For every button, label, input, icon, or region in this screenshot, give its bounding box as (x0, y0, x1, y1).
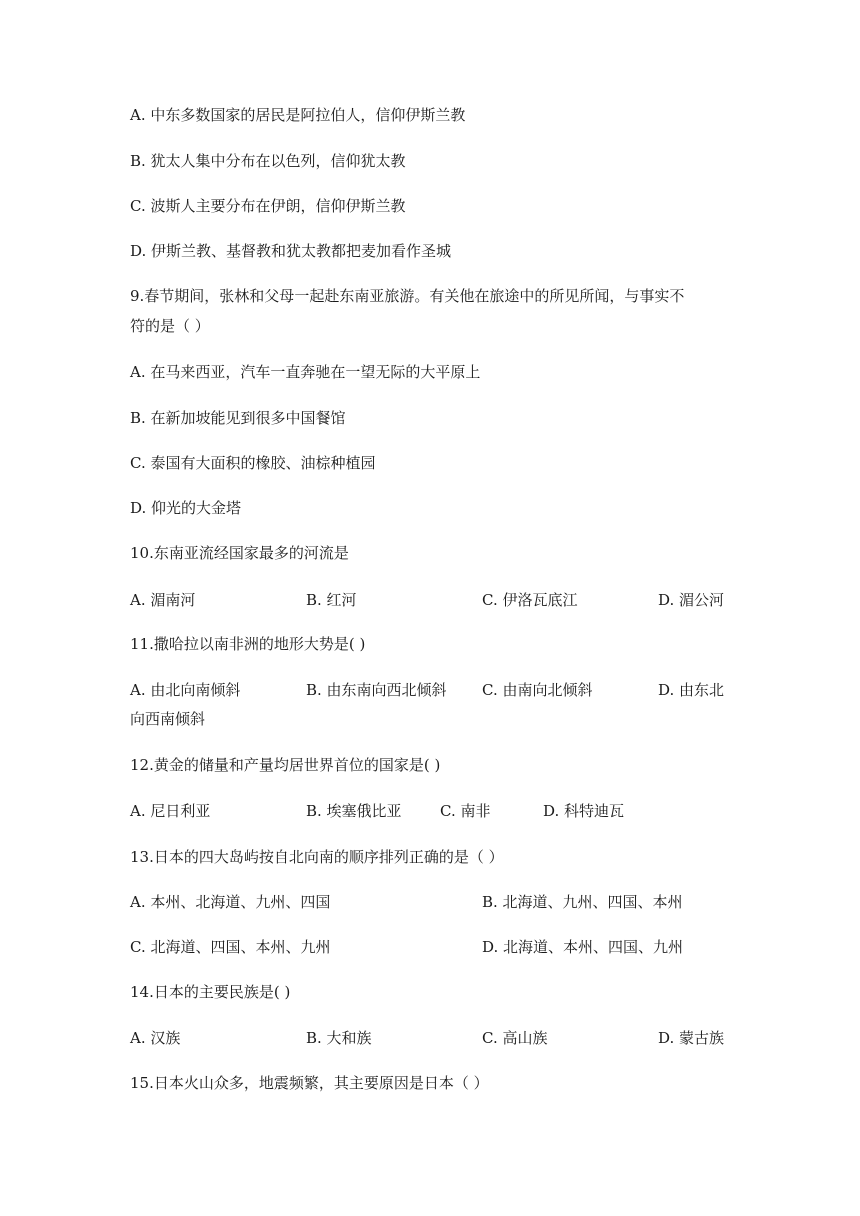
q13-stem: 13.日本的四大岛屿按自北向南的顺序排列正确的是（ ） (130, 848, 504, 866)
q9-option-c: C. 泰国有大面积的橡胶、油棕种植园 (130, 454, 376, 472)
q9-stem-line1: 9.春节期间，张林和父母一起赴东南亚旅游。有关他在旅途中的所见所闻，与事实不 (130, 287, 685, 305)
q10-option-c: C. 伊洛瓦底江 (482, 591, 578, 609)
q12-option-c: C. 南非 (440, 802, 491, 820)
q11-option-d-continuation: 向西南倾斜 (130, 710, 206, 728)
q13-option-d: D. 北海道、本州、四国、九州 (482, 938, 684, 956)
q11-option-b: B. 由东南向西北倾斜 (306, 681, 447, 699)
q14-option-c: C. 高山族 (482, 1029, 548, 1047)
q8-option-d: D. 伊斯兰教、基督教和犹太教都把麦加看作圣城 (130, 242, 452, 260)
q9-stem-line2: 符的是（ ） (130, 317, 210, 335)
q12-option-a: A. 尼日利亚 (130, 802, 211, 820)
q9-option-b: B. 在新加坡能见到很多中国餐馆 (130, 409, 346, 427)
q14-option-b: B. 大和族 (306, 1029, 372, 1047)
q13-option-b: B. 北海道、九州、四国、本州 (482, 893, 683, 911)
q14-option-a: A. 汉族 (130, 1029, 181, 1047)
q10-option-b: B. 红河 (306, 591, 357, 609)
q13-option-c: C. 北海道、四国、本州、九州 (130, 938, 331, 956)
q12-stem: 12.黄金的储量和产量均居世界首位的国家是( ) (130, 756, 441, 774)
q10-stem: 10.东南亚流经国家最多的河流是 (130, 544, 349, 562)
q12-option-b: B. 埃塞俄比亚 (306, 802, 402, 820)
q8-option-c: C. 波斯人主要分布在伊朗，信仰伊斯兰教 (130, 197, 406, 215)
q14-stem: 14.日本的主要民族是( ) (130, 983, 291, 1001)
q12-option-d: D. 科特迪瓦 (543, 802, 625, 820)
q8-option-b: B. 犹太人集中分布在以色列，信仰犹太教 (130, 152, 406, 170)
q10-option-a: A. 湄南河 (130, 591, 196, 609)
q9-option-a: A. 在马来西亚，汽车一直奔驰在一望无际的大平原上 (130, 363, 481, 381)
q8-option-a: A. 中东多数国家的居民是阿拉伯人，信仰伊斯兰教 (130, 106, 466, 124)
q10-option-d: D. 湄公河 (658, 591, 725, 609)
q11-option-d: D. 由东北 (658, 681, 725, 699)
q11-option-a: A. 由北向南倾斜 (130, 681, 241, 699)
q11-option-c: C. 由南向北倾斜 (482, 681, 593, 699)
q13-option-a: A. 本州、北海道、九州、四国 (130, 893, 331, 911)
q9-option-d: D. 仰光的大金塔 (130, 499, 242, 517)
q15-stem: 15.日本火山众多，地震频繁，其主要原因是日本（ ） (130, 1074, 489, 1092)
q11-stem: 11.撒哈拉以南非洲的地形大势是( ) (130, 635, 366, 653)
q14-option-d: D. 蒙古族 (658, 1029, 725, 1047)
